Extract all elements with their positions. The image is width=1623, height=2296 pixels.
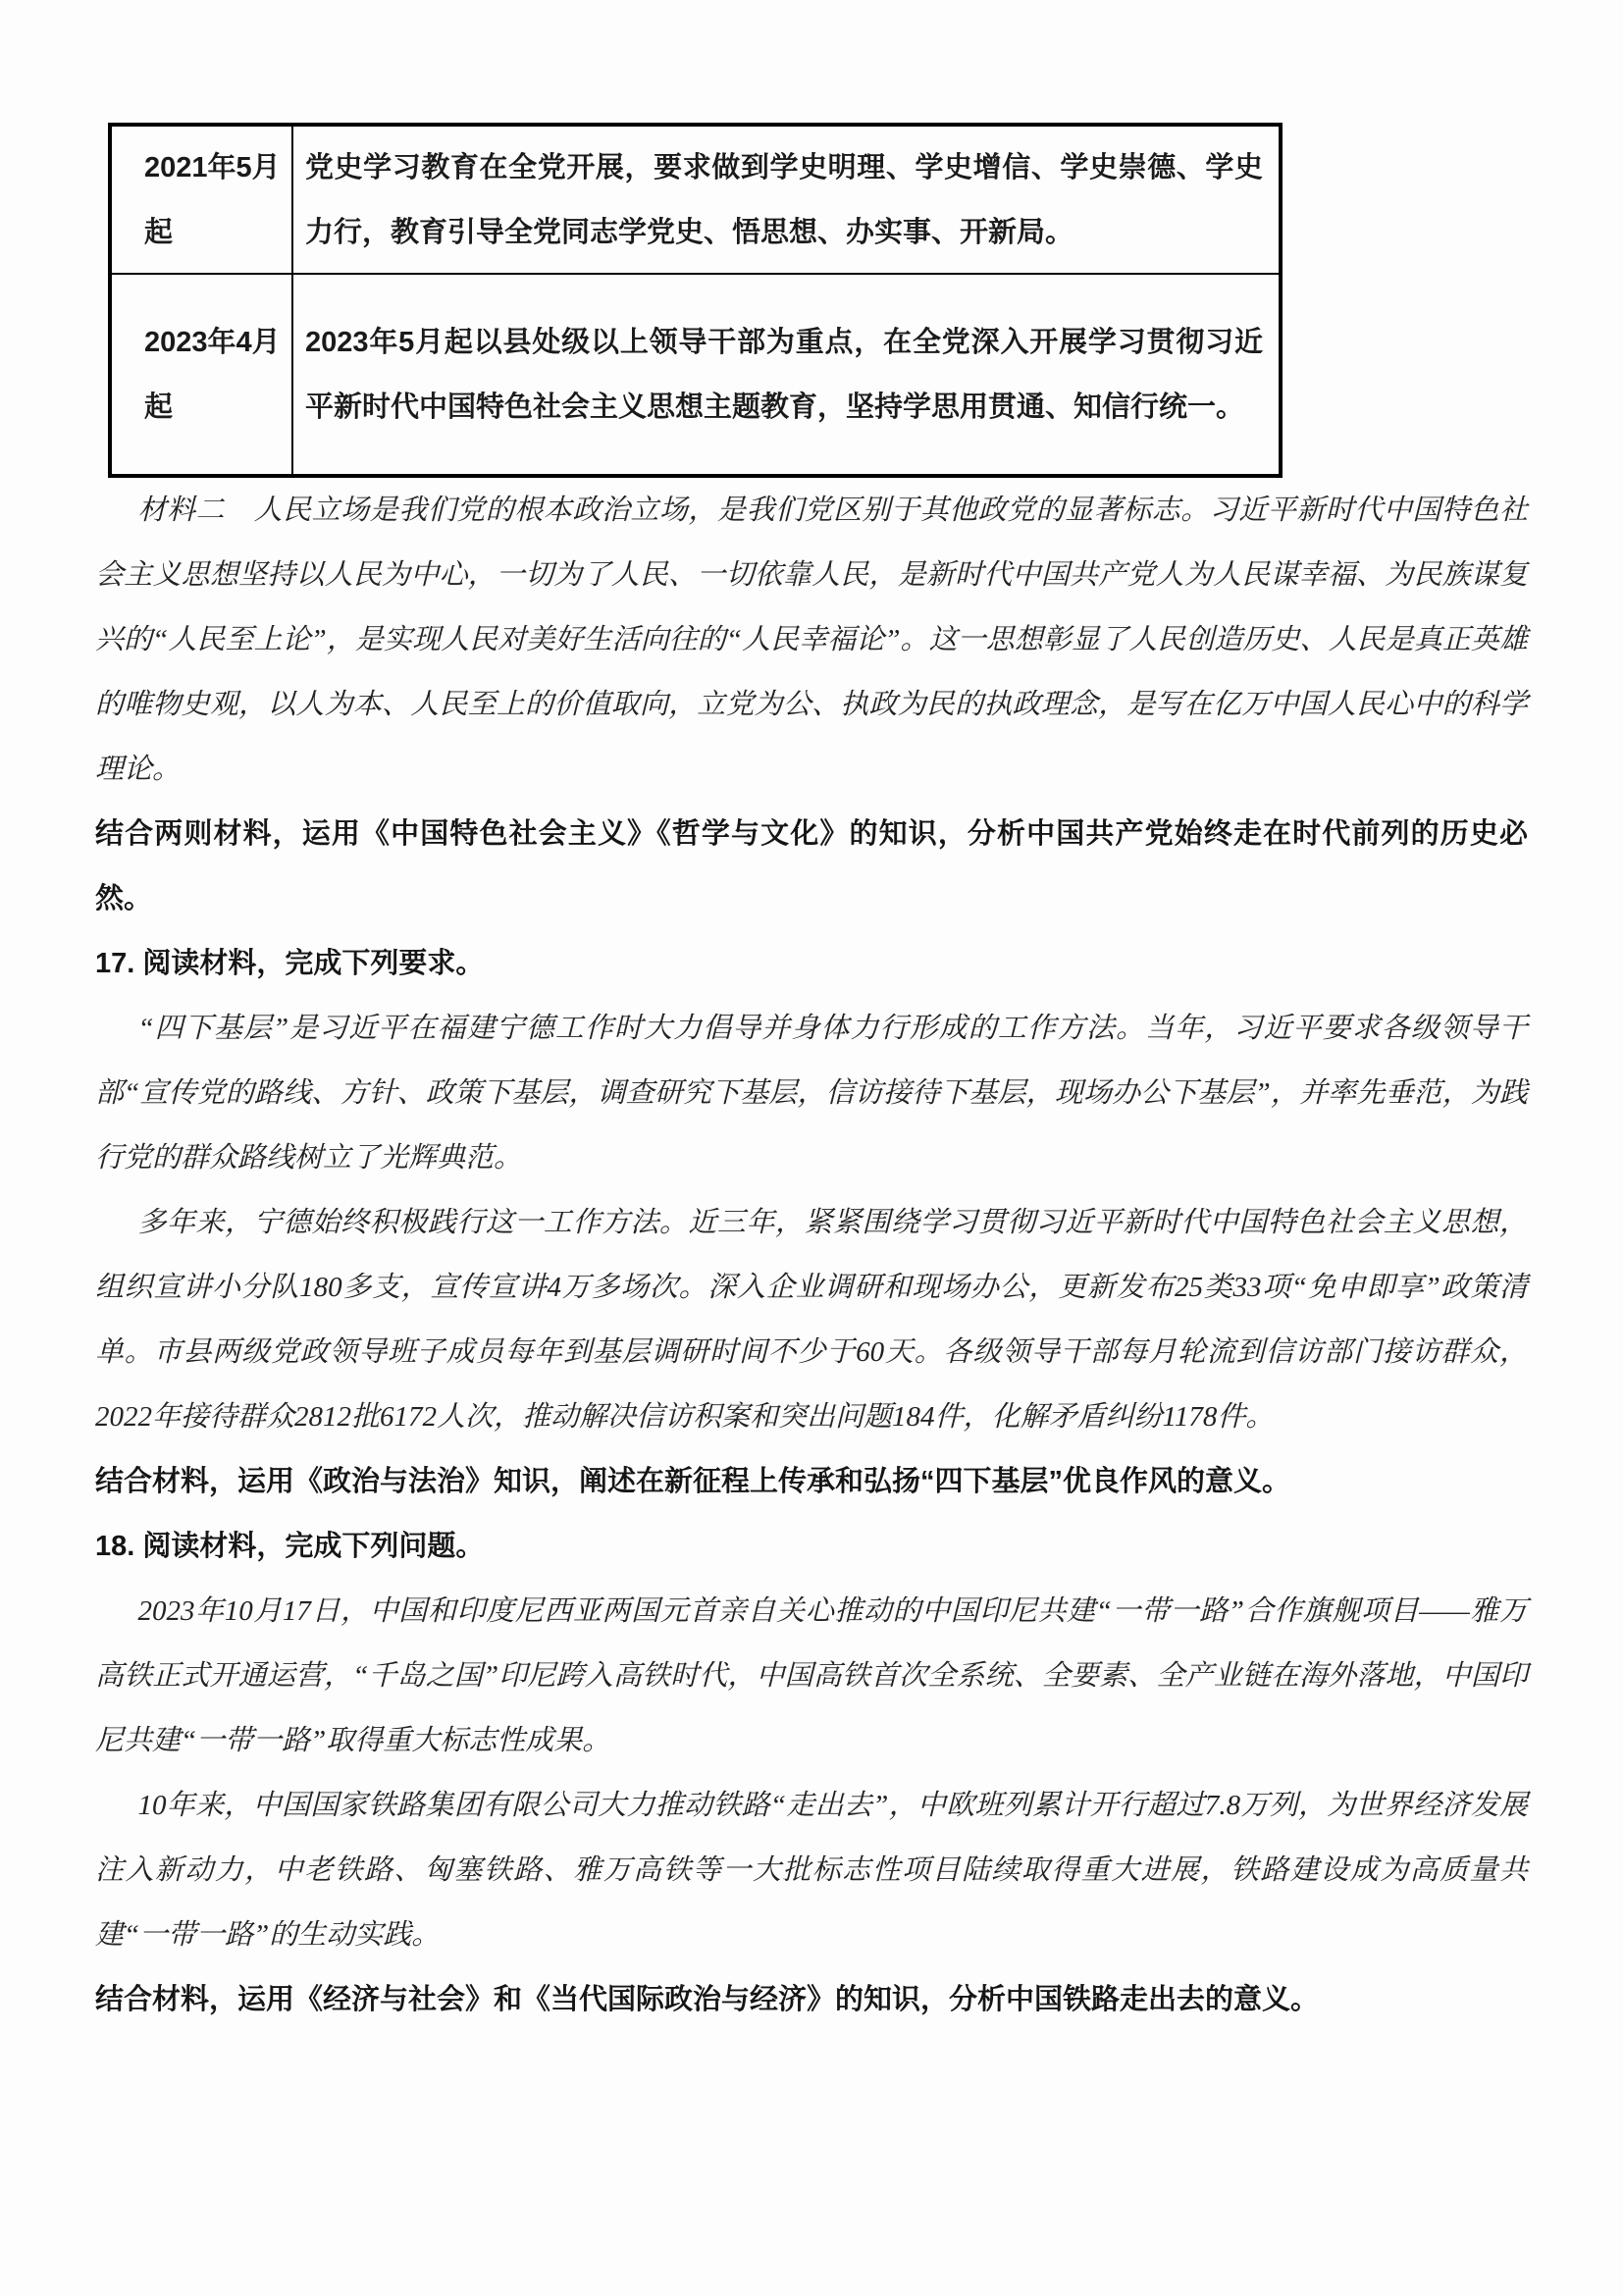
material-2-paragraph: 材料二 人民立场是我们党的根本政治立场，是我们党区别于其他政党的显著标志。习近平新时代中国特色社会主义思想坚持以人民为中心，一切为了人民、一切依靠人民，是新时代中国共产党人为人民谋幸福、为民族谋复兴的“人民至上论”，是实现人民对美好生活向往的“人民幸福论”。这一思想彰显了人民创造历史、人民是真正英雄的唯物史观，以人为本、人民至上的价值取向，立党为公、执政为民的执政理念，是写在亿万中国人民心中的科学理论。 [95,495,1528,785]
q17-heading: 17. 阅读材料，完成下列要求。 [95,948,485,979]
q17-paragraph-2: 多年来，宁德始终积极践行这一工作方法。近三年，紧紧围绕学习贯彻习近平新时代中国特色社会主义思想，组织宣讲小分队180多支，宣传宣讲4万多场次。深入企业调研和现场办公，更新发布25类33项“免申即享”政策清单。市县两级党政领导班子成员每年到基层调研时间不少于60天。各级领导干部每月轮流到信访部门接访群众，2022年接待群众2812批6172人次，推动解决信访积案和突出问题184件，化解矛盾纠纷1178件。 [95,1207,1528,1433]
content-cell: 2023年5月起以县处级以上领导干部为重点，在全党深入开展学习贯彻习近平新时代中国特色社会主义思想主题教育，坚持学思用贯通、知信行统一。 [292,274,1281,476]
q17-paragraph-1: “四下基层”是习近平在福建宁德工作时大力倡导并身体力行形成的工作方法。当年，习近平要求各级领导干部“宣传党的路线、方针、政策下基层，调查研究下基层，信访接待下基层，现场办公下基层”，并率先垂范，为践行党的群众路线树立了光辉典范。 [95,1013,1528,1174]
timeline-table [108,123,1283,478]
content-cell: 党史学习教育在全党开展，要求做到学史明理、学史增信、学史崇德、学史力行，教育引导全党同志学党史、悟思想、办实事、开新局。 [292,125,1281,274]
q18-paragraph-2: 10年来，中国国家铁路集团有限公司大力推动铁路“走出去”，中欧班列累计开行超过7.8万列，为世界经济发展注入新动力，中老铁路、匈塞铁路、雅万高铁等一大批标志性项目陆续取得重大进展，铁路建设成为高质量共建“一带一路”的生动实践。 [95,1790,1528,1951]
table-row [110,274,1281,476]
q18-instruction: 结合材料，运用《经济与社会》和《当代国际政治与经济》的知识，分析中国铁路走出去的意义。 [95,1984,1320,2015]
q18-paragraph-1: 2023年10月17日，中国和印度尼西亚两国元首亲自关心推动的中国印尼共建“一带一路”合作旗舰项目——雅万高铁正式开通运营，“千岛之国”印尼跨入高铁时代，中国高铁首次全系统、全要素、全产业链在海外落地，中国印尼共建“一带一路”取得重大标志性成果。 [95,1595,1528,1756]
q17-instruction: 结合材料，运用《政治与法治》知识，阐述在新征程上传承和弘扬“四下基层”优良作风的意义。 [95,1466,1291,1497]
q18-heading: 18. 阅读材料，完成下列问题。 [95,1531,485,1562]
period-cell: 2021年5月起 [110,125,292,274]
period-cell: 2023年4月起 [110,274,292,476]
table-row [110,125,1281,274]
q16-instruction: 结合两则材料，运用《中国特色社会主义》《哲学与文化》的知识，分析中国共产党始终走在时代前列的历史必然。 [95,818,1528,914]
